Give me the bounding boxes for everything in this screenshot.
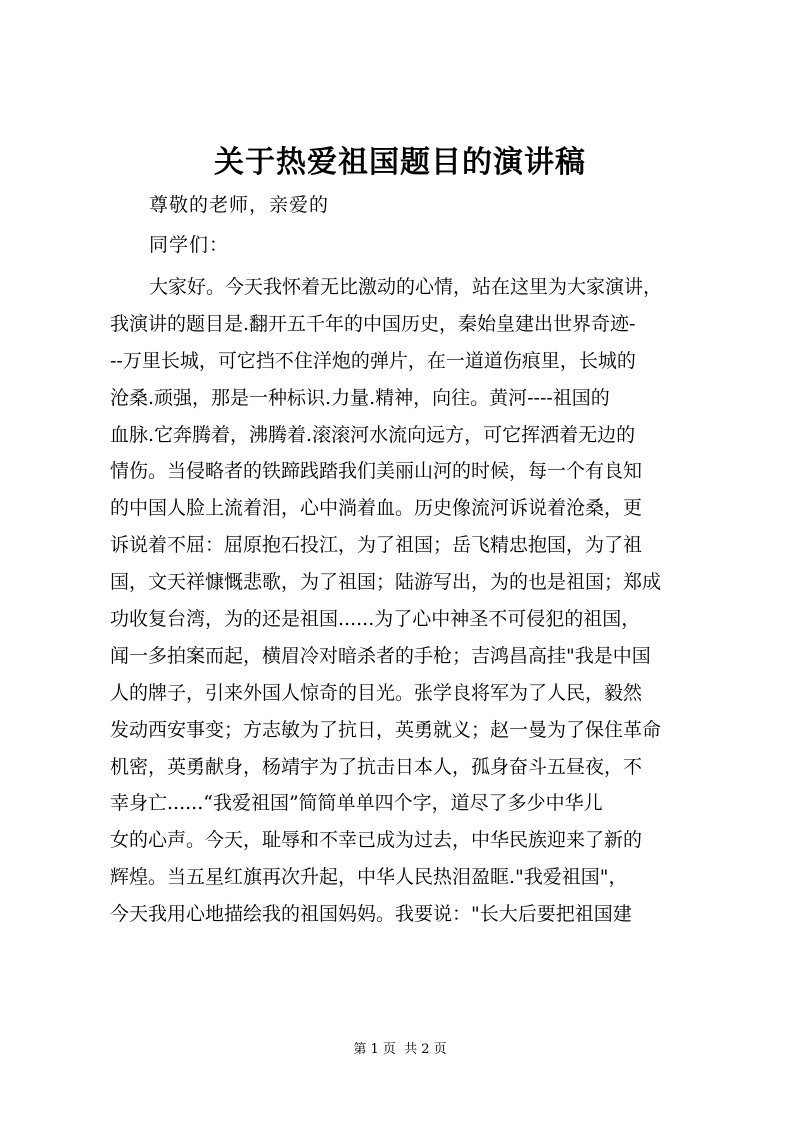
salutation-line: 尊敬的老师，亲爱的 (149, 194, 330, 216)
body-line: 情伤。当侵略者的铁蹄践踏我们美丽山河的时候，每一个有良知 (110, 460, 643, 483)
body-line: 人的牌子，引来外国人惊奇的目光。张学良将军为了人民，毅然 (110, 681, 643, 704)
body-line: 我演讲的题目是.翻开五千年的中国历史，秦始皇建出世界奇迹- (110, 312, 636, 335)
speech-body (110, 269, 710, 933)
body-line: 辉煌。当五星红旗再次升起，中华人民热泪盈眶."我爱祖国"， (110, 866, 628, 889)
body-line: 功收复台湾，为的还是祖国......为了心中神圣不可侵犯的祖国， (110, 608, 641, 631)
body-line: 今天我用心地描绘我的祖国妈妈。我要说："长大后要把祖国建 (110, 903, 632, 926)
body-line: 血脉.它奔腾着，沸腾着.滚滚河水流向远方，可它挥洒着无边的 (110, 423, 636, 446)
body-line: 闻一多拍案而起，横眉冷对暗杀者的手枪；吉鸿昌高挂"我是中国 (110, 644, 651, 667)
body-line: 沧桑.顽强，那是一种标识.力量.精神，向往。黄河----祖国的 (110, 386, 610, 409)
body-line: 女的心声。今天，耻辱和不幸已成为过去，中华民族迎来了新的 (110, 829, 643, 852)
body-line: 国，文天祥慷慨悲歌，为了祖国；陆游写出，为的也是祖国；郑成 (110, 571, 662, 594)
body-line: 发动西安事变；方志敏为了抗日，英勇就义；赵一曼为了保住革命 (110, 718, 662, 741)
document-title: 关于热爱祖国题目的演讲稿 (214, 145, 586, 180)
body-line: 诉说着不屈：屈原抱石投江，为了祖国；岳飞精忠抱国，为了祖 (110, 534, 643, 557)
body-line: 的中国人脸上流着泪，心中淌着血。历史像流河诉说着沧桑，更 (110, 497, 643, 520)
body-line: 大家好。今天我怀着无比激动的心情，站在这里为大家演讲， (149, 276, 663, 298)
body-line: 幸身亡......“我爱祖国”简简单单四个字，道尽了多少中华儿 (110, 792, 603, 815)
body-line: --万里长城，可它挡不住洋炮的弹片，在一道道伤痕里，长城的 (110, 349, 636, 372)
salutation-line: 同学们： (149, 234, 230, 256)
page-number-footer: 第 1 页 共 2 页 (353, 1042, 447, 1057)
body-line: 机密，英勇献身，杨靖宇为了抗击日本人，孤身奋斗五昼夜，不 (110, 755, 643, 778)
